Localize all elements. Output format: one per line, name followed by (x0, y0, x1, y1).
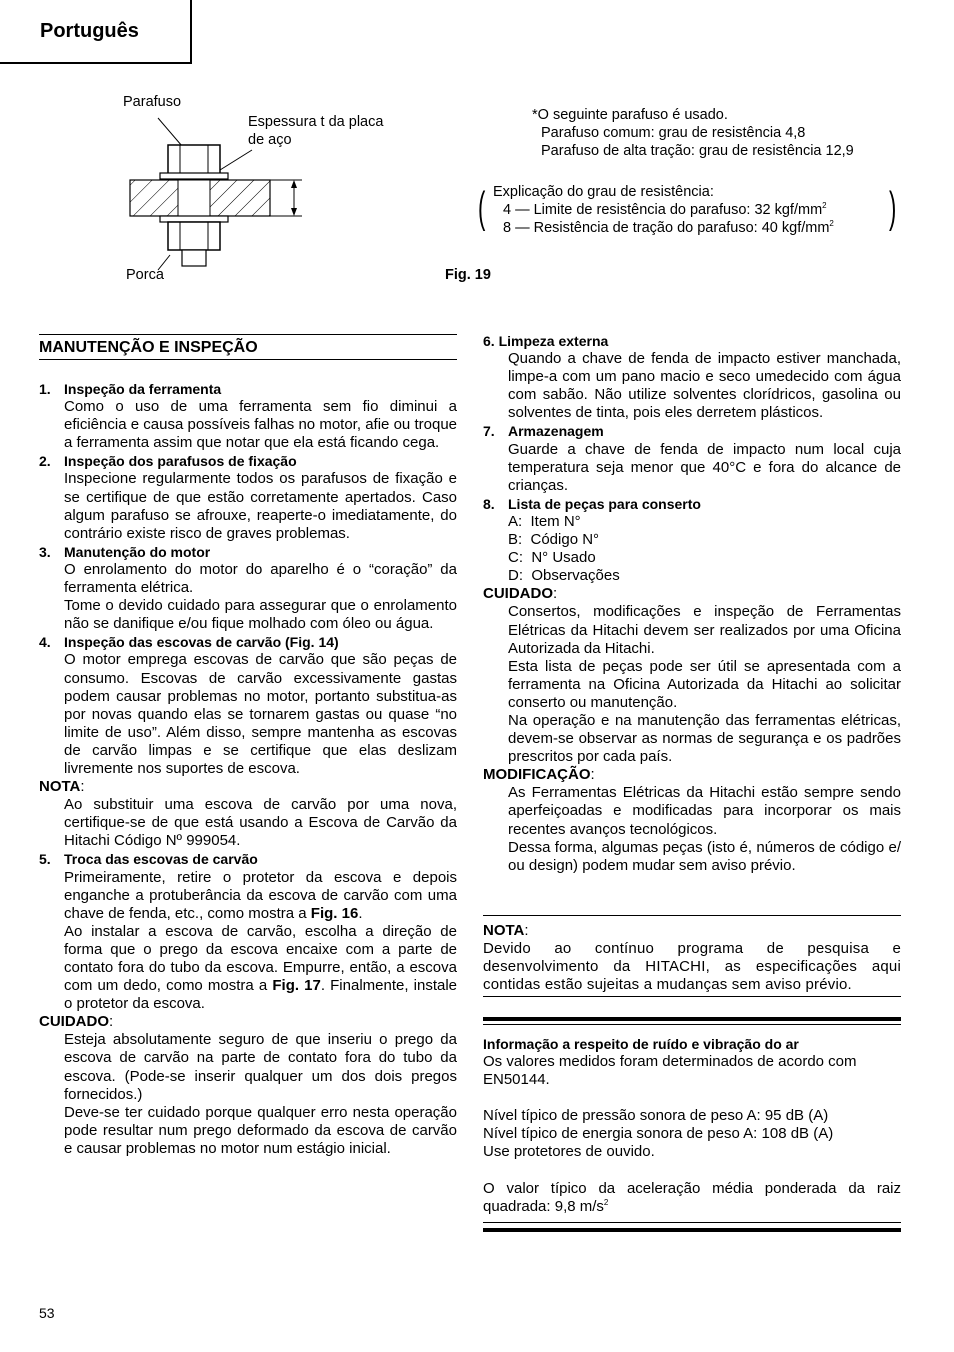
item-text: Primeiramente, retire o protetor da escova e depois enganche a protuberância da escova de carvão com uma chave de fenda, etc., como mostra a (64, 868, 457, 922)
right-parenthesis: ) (889, 183, 897, 232)
note-label: NOTA (483, 922, 525, 939)
divider (483, 1222, 901, 1223)
bolt-label: Parafuso (123, 94, 182, 110)
noise-text: O valor típico da aceleração média ponderada da raiz quadrada: 9,8 m/s (483, 1179, 901, 1215)
item-text: . Finalmente, instale o protetor da escova. (64, 977, 457, 1013)
section-title: MANUTENÇÃO E INSPEÇÃO (39, 334, 457, 360)
bolt-note-line3: Parafuso de alta tração: grau de resistência 12,9 (541, 143, 854, 159)
nut-label: Porca (126, 267, 164, 283)
bolt-note-line2: Parafuso comum: grau de resistência 4,8 (541, 125, 806, 141)
item-heading: Manutenção do motor (64, 543, 211, 560)
noise-title: Informação a respeito de ruído e vibração do ar (483, 1036, 799, 1052)
item-heading: Lista de peças para conserto (508, 495, 701, 512)
figure-reference: Fig. 17 (272, 977, 321, 995)
caution-label: CUIDADO (39, 1013, 109, 1031)
item-heading: Troca das escovas de carvão (64, 851, 258, 868)
modification-label: MODIFICAÇÃO (483, 766, 591, 784)
left-parenthesis: ( (478, 183, 486, 232)
divider (483, 915, 901, 916)
figure-reference: Fig. 16 (310, 904, 359, 922)
right-column: 6. Limpeza externa Quando a chave de fenda de impacto estiver manchada, limpe-a com um pano macio e seco umedecido com água com sabão. Não utilize solventes clorídricos, gasolina ou solventes de tinta, pois eles derretem plásticos. 7. Armazenagem Guarde a chave de fenda de impacto num local cuja temperatura seja menor que 40°C e fora do alcance de crianças. 8. Lista de peças para conserto A: Item N° B: Código N° C: N° Usado D: Observações CUIDADO: Consertos, modificações e inspeção de Ferramentas Elétricas da Hitachi devem ser realizados por uma Oficina Autorizada da Hitachi. Esta lista de peças pode ser útil se apresentada com a ferramenta na Oficina Autorizada da Hitachi ao solicitar conserto ou manutenção. Na operação e na manutenção das ferramentas elétricas, devem-se observar as normas de segurança e os padrões prescritos por cada país. MODIFICAÇÃO: As Ferramentas Elétricas da Hitachi estão sempre sendo aperfeiçoadas e modificadas para incorporar os mais recentes avanços tecnológicos. Dessa forma, algumas peças (isto é, números de código e/ ou design) podem mudar sem aviso prévio. (483, 333, 901, 874)
superscript-2: 2 (822, 201, 827, 211)
item-heading: Limpeza externa (498, 333, 609, 349)
noise-box (483, 1035, 901, 1216)
item-heading: Inspeção dos parafusos de fixação (64, 453, 297, 470)
parts-list-item: C: N° Usado (508, 549, 596, 567)
divider-thick (483, 1228, 901, 1232)
item-number: 6. (483, 333, 495, 349)
language-tab (0, 0, 192, 64)
caution-text: Deve-se ter cuidado porque qualquer erro nesta operação pode resultar num prego deformado da escova de carvão e causar problemas no motor num estágio inicial. (64, 1103, 457, 1157)
item-number: 4. (39, 634, 51, 651)
item-number: 7. (483, 423, 495, 440)
caution-text: Na operação e na manutenção das ferramentas elétricas, devem-se observar as normas de segurança e os padrões prescritos por cada país. (508, 711, 901, 766)
modification-text: Dessa forma, algumas peças (isto é, números de código e/ ou design) podem mudar sem aviso prévio. (508, 838, 901, 874)
item-text: Como o uso de uma ferramenta sem fio diminui a eficiência e causa possíveis falhas no motor, afie ou troque a ferramenta assim que notar que ela está ficando cega. (64, 398, 457, 452)
strength-explanation-line2: 4 — Limite de resistência do parafuso: 32 kgf/mm (503, 202, 823, 218)
noise-text: Nível típico de energia sonora de peso A: 108 dB (A) (483, 1125, 834, 1143)
strength-explanation-line1: Explicação do grau de resistência: (493, 184, 714, 200)
plate-label-line2: de aço (248, 132, 292, 148)
item-number: 5. (39, 851, 51, 868)
bolt-note-line1: *O seguinte parafuso é usado. (532, 107, 728, 123)
item-text: Ao instalar a escova de carvão, escolha a direção de forma que o prego da escova encaixe com a parte de contato fora do tubo da escova. Empurre, então, a escova com um dedo, como mostra a (64, 922, 457, 995)
caution-label: CUIDADO (483, 585, 553, 603)
item-heading: Inspeção da ferramenta (64, 381, 222, 397)
modification-text: As Ferramentas Elétricas da Hitachi estão sempre sendo aperfeiçoadas e modificadas para incorporar os mais recentes avanços tecnológicos. (508, 784, 901, 838)
left-column: 1. Inspeção da ferramenta Como o uso de uma ferramenta sem fio diminui a eficiência e causa possíveis falhas no motor, afie ou troque a ferramenta assim que notar que ela está ficando cega. 2. Inspeção dos parafusos de fixação Inspecione regularmente todos os parafusos de fixação e se certifique de que estão corretamente apertados. Caso algum parafuso se afrouxe, reaperte-o imediatamente, do contrário existe risco de graves problemas. 3. Manutenção do motor O enrolamento do motor do aparelho é o “coração” da ferramenta elétrica. Tome o devido cuidado para assegurar que o enrolamento não se danifique e/ou fique molhado com óleo ou água. 4. Inspeção das escovas de carvão (Fig. 14) O motor emprega escovas de carvão que são peças de consumo. Escovas de carvão excessivamente gastas podem causar problemas no motor, portanto substitua-as por novas quando elas se tornarem gastas ou quase “no limite de uso”. Além disso, sempre mantenha as escovas de carvão limpas e se certifique que elas deslizam livremente nos suportes de escova. NOTA: Ao substituir uma escova de carvão por uma nova, certifique-se de que está usando a Escova de Carvão da Hitachi Código Nº 999054. 5. Troca das escovas de carvão Primeiramente, retire o protetor da escova e depois enganche a protuberância da escova de carvão com uma chave de fenda, etc., como mostra a Fig. 16. Ao instalar a escova de carvão, escolha a direção de forma que o prego da escova encaixe com a parte de contato fora do tubo da escova. Empurre, então, a escova com um dedo, como mostra a Fig. 17. Finalmente, instale o protetor da escova. CUIDADO: Esteja absolutamente seguro de que inseriu o prego da escova de carvão na parte de contato fora do tubo da escova. (Pode-se inserir qualquer um dos dois pregos fornecidos.) Deve-se ter cuidado porque qualquer erro nesta operação pode resultar num prego deformado da escova de carvão e causar problemas no motor num estágio inicial. (39, 381, 457, 1157)
caution-text: Consertos, modificações e inspeção de Ferramentas Elétricas da Hitachi devem ser realizados por uma Oficina Autorizada da Hitachi. (508, 603, 901, 657)
parts-list-item: D: Observações (508, 567, 620, 585)
caution-text: Esteja absolutamente seguro de que inseriu o prego da escova de carvão na parte de contato fora do tubo da escova. (Pode-se inserir qualquer um dos dois pregos fornecidos.) (64, 1031, 457, 1103)
page-number: 53 (39, 1305, 55, 1321)
note-text: Ao substituir uma escova de carvão por uma nova, certifique-se de que está usando a Escova de Carvão da Hitachi Código Nº 999054. (64, 796, 457, 850)
noise-text: Nível típico de pressão sonora de peso A: 95 dB (A) (483, 1107, 829, 1125)
plate-label-line1: Espessura t da placa (248, 114, 384, 130)
note-label: NOTA (39, 778, 81, 796)
superscript-2: 2 (603, 1197, 609, 1207)
caution-text: Esta lista de peças pode ser útil se apresentada com a ferramenta na Oficina Autorizada da Hitachi ao solicitar conserto ou manutenção. (508, 657, 901, 711)
parts-list-item: A: Item N° (508, 512, 581, 530)
item-text: O enrolamento do motor do aparelho é o “coração” da ferramenta elétrica. (64, 560, 457, 597)
item-heading: Armazenagem (508, 423, 604, 440)
strength-explanation-line3: 8 — Resistência de tração do parafuso: 40 kgf/mm (503, 220, 830, 236)
noise-text: Use protetores de ouvido. (483, 1143, 655, 1161)
item-text: O motor emprega escovas de carvão que são peças de consumo. Escovas de carvão excessivamente gastas podem causar problemas no motor, portanto substitua-as por novas quando elas se tornarem gastas ou quase “no limite de uso”. Além disso, sempre mantenha as escovas de carvão limpas e se certifique que elas deslizam livremente nos suportes de escova. (64, 651, 457, 777)
item-text: Tome o devido cuidado para assegurar que o enrolamento não se danifique e/ou fique molhado com óleo ou água. (64, 597, 457, 633)
item-text: Inspecione regularmente todos os parafusos de fixação e se certifique de que estão corretamente apertados. Caso algum parafuso se afrouxe, reaperte-o imediatamente, do contrário existe risco de graves problemas. (64, 470, 457, 542)
item-number: 1. (39, 381, 51, 397)
divider (483, 1024, 901, 1025)
item-text: Quando a chave de fenda de impacto estiver manchada, limpe-a com um pano macio e seco umedecido com água com sabão. Não utilize solventes clorídricos, gasolina ou solventes de tinta, pois eles derretem plásticos. (508, 350, 901, 422)
item-number: 8. (483, 495, 495, 512)
parts-list-item: B: Código N° (508, 531, 600, 549)
divider-thick (483, 1017, 901, 1021)
note-text: Devido ao contínuo programa de pesquisa e desenvolvimento da HITACHI, as especificações aqui contidas estão sujeitas a mudanças sem aviso prévio. (483, 940, 901, 994)
figure-caption: Fig. 19 (445, 267, 491, 283)
item-text: Guarde a chave de fenda de impacto num local cuja temperatura seja menor que 40°C e fora do alcance de crianças. (508, 440, 901, 494)
noise-text: Os valores medidos foram determinados de acordo com EN50144. (483, 1053, 857, 1089)
superscript-2: 2 (829, 219, 834, 229)
item-heading: Inspeção das escovas de carvão (Fig. 14) (64, 634, 339, 651)
divider (483, 996, 901, 997)
nota-box: NOTA: Devido ao contínuo programa de pesquisa e desenvolvimento da HITACHI, as especificações aqui contidas estão sujeitas a mudanças sem aviso prévio. (483, 922, 901, 994)
language-label: Português (40, 20, 139, 42)
item-number: 2. (39, 453, 51, 470)
item-number: 3. (39, 543, 51, 560)
